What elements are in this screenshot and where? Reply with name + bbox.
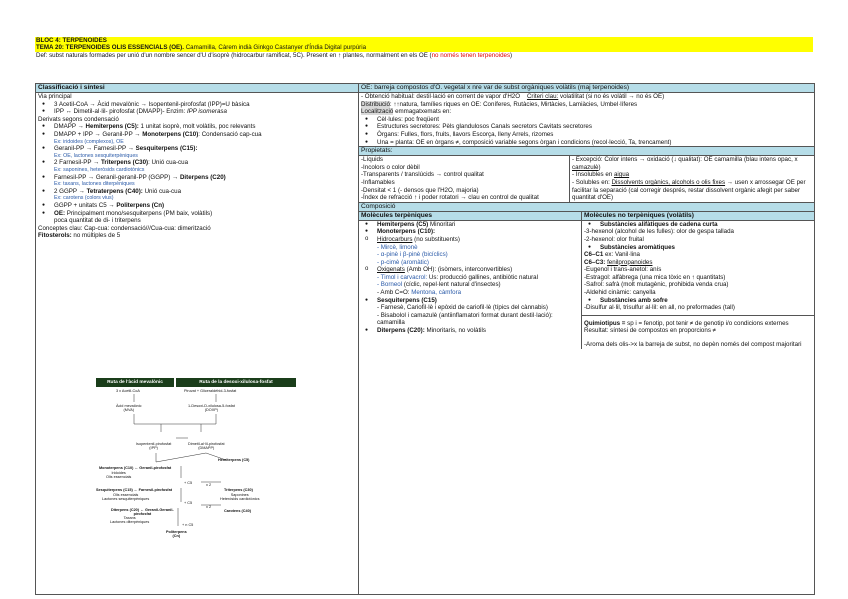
sub-item: C6–C3: fenilpropanoides bbox=[584, 258, 653, 266]
diagram-title-mevalonic: Ruta de l'àcid mevalònic bbox=[96, 378, 174, 387]
example-text: Ex: taxans, lactones diterpèniques bbox=[54, 181, 135, 188]
node-carotens: Carotens (C40) bbox=[224, 509, 252, 513]
list-item: ● Estructures secretores: Pèls glandulosos Canals secretors Cavitats secretores bbox=[361, 123, 812, 131]
node-acetil: 3 x Acetil-CoA bbox=[116, 389, 140, 393]
sub-item: -Aldehid cinàmic: canyella bbox=[584, 289, 656, 297]
left-content bbox=[36, 93, 358, 240]
list-item: ● 3 Acetil-CoA → Àcid mevalònic → Isopentenil-pirofosfat (IPP)=U bàsica bbox=[38, 101, 356, 109]
node-x2-b: x 2 bbox=[206, 505, 212, 509]
node-politerpens: Politerpens (Cn) bbox=[166, 530, 187, 539]
list-item: ● Sesquiterpens (C15) bbox=[361, 297, 579, 305]
list-item: o Oxigenats (Amb OH): (isòmers, interconvertibles) bbox=[361, 266, 579, 274]
sub-item: - Farnesè, Cariofil·lè i epòxid de cariofil·lè (típics del cànnabis) bbox=[377, 304, 548, 312]
sub-item: -3-hexenol (alcohol de les fulles): olor de gespa tallada bbox=[584, 228, 734, 236]
node-doxp: 1-Desoxi-D-xilulosa-5-fosfat (DOXP) bbox=[188, 404, 235, 413]
oe-info bbox=[359, 93, 814, 147]
sub-item: - Timol i carvacrol: Us: producció gallines, antibiòtic natural bbox=[377, 273, 538, 281]
moleculs-no-terpeniques bbox=[582, 212, 814, 349]
moleculs-terpeniques bbox=[359, 212, 582, 349]
node-hemiterpens: Hemiterpens (C5) bbox=[218, 458, 250, 462]
left-column bbox=[36, 84, 359, 594]
section-propietats: Propietats: bbox=[359, 147, 814, 156]
definition-text: Def: subst naturals formades per unió d'un nombre sencer d'U d'isoprè (hidrocarbur ramificat, 5C). Present en ↑ plantes, normalment en els OE ( bbox=[36, 51, 432, 59]
node-mva: Àcid mevalònic (MVA) bbox=[116, 404, 142, 413]
section-composicio: Composició bbox=[359, 203, 814, 212]
list-item: ● 2 Farnesil-PP → Triterpens (C30): Unió cua-cua bbox=[38, 159, 356, 167]
fitosterols: Fitosterols: no múltiples de 5 bbox=[38, 232, 121, 240]
list-item: ● GGPP + unitats C5 → Politerpens (Cn) bbox=[38, 202, 356, 210]
node-ipp: Isopentenil-pirofosfat (IPP) bbox=[136, 442, 172, 451]
list-item: ● Geranil-PP → Farnesil-PP → Sesquiterpens (C15): bbox=[38, 145, 356, 153]
tema-title bbox=[36, 44, 812, 51]
section-classificacio: Classificació i síntesi bbox=[36, 84, 358, 93]
right-column bbox=[359, 84, 814, 594]
distribucio-line: Distribució: ↑↑natura, famílies riques en OE: Coníferes, Rutàcies, Mirtàcies, Lamiàcies, Umbel·líferes bbox=[361, 100, 638, 108]
oe-continuation: poca quantitat de di- i triterpens bbox=[54, 217, 141, 225]
example-text: Ex: carotens (colors vius) bbox=[54, 195, 114, 202]
sub-item: -Disulfur al·lil, trisulfur al·lil: en all, no preformades (tall) bbox=[584, 304, 735, 312]
node-piruvat: Piruvat + Gliceraldèhid-3-fosfat bbox=[184, 389, 237, 393]
list-item: ● DMAPP + IPP → Geranil-PP → Monoterpens (C10): Condensació cap-cua bbox=[38, 131, 356, 139]
conceptes-clau: Conceptes clau: Cap-cua: condensació///Cua-cua: dimerització bbox=[38, 224, 211, 232]
definition-line bbox=[35, 52, 813, 60]
composicio-row bbox=[359, 212, 814, 349]
list-item: ● Una = planta: OE en òrgans ≠, composició variable segons òrgan i condicions (recol·lecció, Ta, trencament) bbox=[361, 139, 812, 147]
node-plus-c5-b: + C5 bbox=[184, 501, 193, 505]
sub-item: -Safrol: safrà (molt mutagènic, prohibida venda crua) bbox=[584, 281, 729, 289]
prop-item: -Líquids bbox=[361, 156, 384, 164]
node-plus-nc5: + n C5 bbox=[182, 523, 194, 527]
prop-item: - Solubles en: Dissolvents orgànics, alcohols o olis fixes → usen x arrossegar OE per facilitar la separació (cal corregir després, restar dissolvent orgànic afegit per saber quantitat d'OE) bbox=[572, 178, 806, 202]
list-item: ● Substàncies aromàtiques bbox=[584, 244, 812, 252]
example-text: Ex: saponines, heteròsids cardiotònics bbox=[54, 166, 145, 173]
sub-item: -2-hexenol: olor fruital bbox=[584, 235, 644, 243]
sub-item: - α-pinè i β-pinè (bicíclics) bbox=[377, 251, 448, 259]
node-triterpens: Triterpens (C30) bbox=[224, 488, 253, 492]
list-item: ● Hemiterpens (C5) Minoritari bbox=[361, 221, 579, 229]
sub-item: -Estragol: alfàbrega (una mica tòxic en ↑ quantitats) bbox=[584, 273, 726, 281]
sub-item: C6–C1 ex: Vanil·lina bbox=[584, 251, 640, 259]
via-principal: Via principal bbox=[38, 93, 72, 100]
list-item: ● Substàncies amb sofre bbox=[584, 297, 812, 305]
prop-item: -Incolors o color dèbil bbox=[361, 163, 420, 171]
list-item: ● Substàncies alifàtiques de cadena curta bbox=[584, 221, 812, 229]
node-dmapp: Dimetil-al·lil-pirofosfat (DMAPP) bbox=[188, 442, 225, 451]
node-plus-c5-a: + C5 bbox=[184, 481, 193, 485]
sub-item: - Bisabolol i camazulè (antiinflamatori format durant destil·lació): camamilla bbox=[377, 311, 553, 327]
obtencio-line: - Obtenció habitual: destil·lació en corrent de vapor d'H2O Criteri clau: volatilitat (si no és volàtil → no és OE) bbox=[361, 93, 665, 100]
example-text: Ex: iridoides (complexos), OE bbox=[54, 138, 124, 145]
node-monoterpens-ex: Iridoides Olis essencials bbox=[106, 471, 132, 480]
node-diterpens-ex: Taxans Lactones diterpèniques bbox=[110, 516, 150, 525]
propietats-row bbox=[359, 156, 814, 203]
definition-end: ) bbox=[510, 51, 513, 59]
quimiotipus-result: Resultat: síntesi de compostos en proporcions ≠ bbox=[584, 327, 717, 335]
example-text: Ex: OE, lactones sesquiterpèniques bbox=[54, 152, 138, 159]
sub-item: - Amb C=O: Mentona, càmfora bbox=[377, 289, 462, 297]
prop-item: -Inflamables bbox=[361, 178, 395, 186]
tema-subtitle: Camamilla, Càrem indià Ginkgo Castanyer d'Índia Digital purpúria bbox=[185, 44, 367, 52]
definition-note: no només tenen terpenoides bbox=[431, 51, 511, 59]
propietats-left bbox=[359, 156, 570, 202]
oe-definition: OE: barreja compostos d'O. vegetal x nre var de subst orgàniques volàtils (maj terpenoides) bbox=[359, 84, 814, 93]
prop-item: - Insolubles en aigua bbox=[572, 171, 630, 179]
mt-title: Molècules terpèniques bbox=[359, 212, 581, 221]
node-sesquiterpens-ex: Olis essencials Lactones sesquiterpèniques bbox=[102, 493, 150, 502]
propietats-right bbox=[570, 156, 814, 202]
list-item: ● OE: Principalment mono/sesquiterpens (PM baix, volàtils) bbox=[38, 210, 356, 218]
prop-item: -Densitat < 1 (- densos que l'H2O, majoria) bbox=[361, 186, 479, 194]
node-sesquiterpens: Sesquiterpens (C15) ← Farnesil-pirofosfat bbox=[96, 488, 172, 492]
list-item: ● 2 GGPP → Tetraterpens (C40): Unió cua-cua bbox=[38, 188, 356, 196]
quimiotipus-aroma: -Aroma dels olis->x la barreja de subst, no depèn només del compost majoritari bbox=[584, 341, 802, 349]
list-item: ● Òrgans: Fulles, flors, fruits, llavors Escorça, lleny Arrels, rizomes bbox=[361, 131, 812, 139]
bloc-title: BLOC 4: TERPENOIDES bbox=[36, 37, 107, 44]
list-item: ● DMAPP → Hemiterpens (C5): 1 unitat isoprè, molt volàtils, poc relevants bbox=[38, 123, 356, 131]
derivats-heading: Derivats segons condensació bbox=[38, 115, 119, 123]
localitzacio-line: Localització emmagatxemats en: bbox=[361, 108, 452, 116]
node-diterpens: Diterpens (C20) ← Geranil-Geranil- pirofosfat bbox=[111, 508, 174, 517]
quimiotipus-box bbox=[582, 316, 814, 349]
sub-item: - Mircè, limonè bbox=[377, 243, 418, 251]
quimiotipus-def: Quimiotipus = sp i = fenotip, pot tenir ≠ de genotip i/o condicions externes bbox=[584, 319, 789, 327]
page-sheet bbox=[35, 37, 813, 539]
biosynthesis-diagram bbox=[96, 378, 296, 543]
tema-label: TEMA 20: TERPENOIDES OLIS ESSENCIALS (OE). bbox=[36, 44, 184, 52]
sub-item: -Eugenol i trans-anetol: anís bbox=[584, 266, 662, 274]
sub-item: - Borneol (cíclic, repel·lent natural d'insectes) bbox=[377, 281, 501, 289]
mnt-content bbox=[582, 221, 814, 316]
mnt-title: Molècules no terpèniques (volàtils) bbox=[582, 212, 814, 221]
prop-item: -Transparents / translúcids → control qualitat bbox=[361, 171, 484, 179]
list-item: ● Farnesil-PP → Geranil-geranil-PP (GGPP) → Diterpens (C20) bbox=[38, 174, 356, 182]
list-item: o Hidrocarburs (no substituents) bbox=[361, 236, 579, 244]
list-item: ● Monoterpens (C10): bbox=[361, 228, 579, 236]
header-band bbox=[35, 37, 813, 52]
mt-content bbox=[359, 221, 581, 335]
diagram-title-doxp: Ruta de la desoxi-xilulosa-fosfat bbox=[176, 378, 296, 387]
node-triterpens-ex: Saponines Heteròsids cardiotònics bbox=[220, 493, 260, 502]
node-x2-a: x 2 bbox=[206, 483, 212, 487]
prop-item: - Excepció: Color intens → oxidació (↓ qualitat): OE camamilla (blau intens opac, x camazulè) bbox=[572, 156, 798, 171]
node-monoterpens: Monoterpens (C10) ← Geranil-pirofosfat bbox=[99, 466, 172, 470]
list-item: ● Diterpens (C20): Minoritaris, no volàtils bbox=[361, 327, 579, 335]
prop-item: -Índex de refracció ↑ i poder rotatori → clau en control de qualitat bbox=[361, 194, 539, 202]
sub-item: - p-cimè (aromàtic) bbox=[377, 258, 429, 266]
list-item: ● Cèl·lules: poc freqüent bbox=[361, 116, 812, 124]
main-table bbox=[35, 83, 815, 595]
list-item: ● IPP ↔ Dimetil-al·lil- pirofosfat (DMAPP)- Enzim: IPP isomerasa bbox=[38, 108, 356, 116]
